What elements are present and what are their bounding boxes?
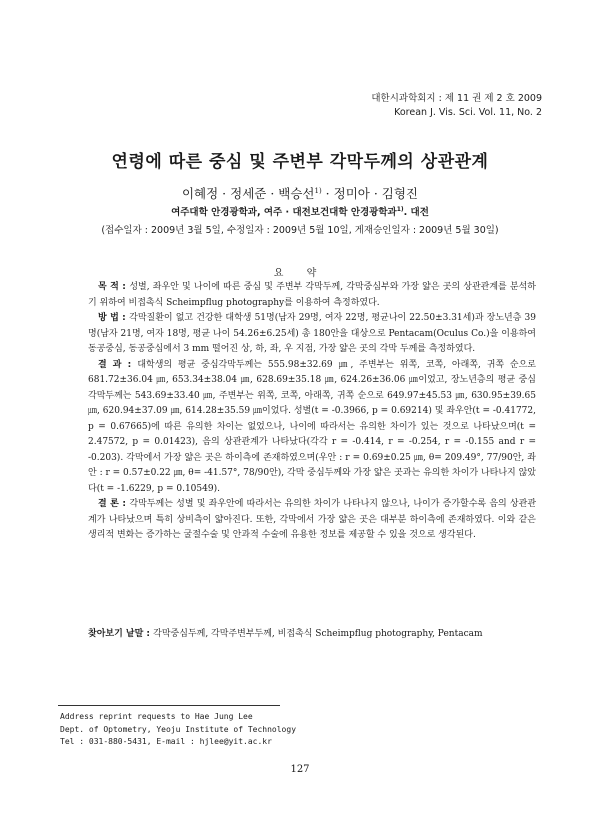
footnote — [60, 711, 296, 749]
conclusion-text: 각막두께는 성별 및 좌우안에 따라서는 유의한 차이가 나타나지 않으나, 나이가 증가할수록 음의 상관관계가 나타났으며 특히 상비측이 얇아진다. 또한, 각막에서 가장 얇은 곳은 대부분 하이측에 존재하였다. 이와 같은 생리적 변화는 증가하는 굴절수술 및 안과적 수술에 유용한 정보를 제공할 수 있을 것으로 생각된다. — [88, 499, 537, 540]
abstract-methods — [88, 311, 536, 358]
affiliation-part2: . 대전 — [403, 207, 429, 218]
footnote-line-2: Dept. of Optometry, Yeoju Institute of Technology — [60, 724, 297, 734]
footnote-line-1: Address reprint requests to Hae Jung Lee — [60, 712, 253, 721]
author-list — [0, 184, 600, 202]
purpose-text: 성별, 좌우안 및 나이에 따른 중심 및 주변부 각막두께, 각막중심부와 가장 얇은 곳의 상관관계를 분석하기 위하여 비접촉식 Scheimpflug photography를 이용하여 측정하였다. — [88, 282, 537, 308]
affiliation — [0, 204, 600, 218]
results-text: 대학생의 평균 중심각막두께는 555.98±32.69 ㎛, 주변부는 위쪽, 코쪽, 아래쪽, 귀쪽 순으로 681.72±36.04 ㎛, 653.34±38.04 ㎛, 628.69±35.18 ㎛, 624.26±36.06 ㎛이었고, 장노년층의 평균 중심각막두께는 543.69±33.40 ㎛, 주변부는 위쪽, 코쪽, 아래쪽, 귀쪽 순으로 649.97±45.53 ㎛, 630.95±39.65 ㎛, 620.94±37.09 ㎛, 614.28±35.59 ㎛이었다. 성별(t = -0.3966, p = 0.69214) 및 좌우안(t = -0.41772, p = 0.67665)에 따른 유의한 차이는 없었으나, 나이에 따라서는 유의한 차이가 있는 것으로 나타났으며(t = 2.47572, p = 0.01423), 음의 상관관계가 나타났다(각각 r = -0.414, r = -0.254, r = -0.155 and r = -0.203). 각막에서 가장 얇은 곳은 하이측에 존재하였으며(우안 : r = 0.69±0.25 ㎛, θ= 209.49°, 77/90안, 좌안 : r = 0.57±0.22 ㎛, θ= -41.57°, 78/90안), 각막 중심두께와 가장 얇은 곳과는 유의한 차이가 나타나지 않았다(t = -1.6229, p = 0.10549). — [88, 359, 536, 494]
author-superscript: 1) — [314, 186, 322, 195]
authors-part2: · 정미아 · 김형진 — [321, 186, 418, 201]
results-label: 결 과 : — [98, 359, 138, 370]
keywords — [88, 627, 538, 642]
methods-text: 각막질환이 없고 건강한 대학생 51명(남자 29명, 여자 22명, 평균나이 22.50±3.31세)과 장노년층 39명(남자 21명, 여자 18명, 평균 나이 54.26±6.25세) 총 180안을 대상으로 Pentacam(Oculus Co.)을 이용하여 동공중심, 동공중심에서 3 mm 떨어진 상, 하, 좌, 우 지점, 가장 얇은 곳의 각막 두께를 측정하였다. — [88, 313, 536, 354]
journal-header — [371, 92, 542, 120]
page-number: 127 — [290, 764, 310, 775]
abstract-conclusion — [88, 497, 536, 544]
methods-label: 방 법 : — [98, 313, 130, 323]
conclusion-label: 결 론 : — [98, 499, 130, 509]
abstract-purpose — [88, 280, 536, 311]
abstract-results — [88, 358, 536, 498]
authors-part1: 이혜정 · 정세준 · 백승선 — [181, 186, 315, 201]
submission-dates: (접수일자 : 2009년 3월 5일, 수정일자 : 2009년 5월 10일, 게재승인일자 : 2009년 5월 30일) — [101, 225, 499, 236]
purpose-label: 목 적 : — [98, 282, 130, 292]
affiliation-superscript: 1) — [396, 205, 404, 213]
footnote-divider — [58, 705, 280, 706]
keywords-text: 각막중심두께, 각막주변부두께, 비접촉식 Scheimpflug photography, Pentacam — [153, 629, 483, 639]
journal-korean: 대한시과학회지 : 제 11 권 제 2 호 2009 — [371, 93, 542, 104]
journal-english: Korean J. Vis. Sci. Vol. 11, No. 2 — [394, 107, 542, 118]
keywords-label: 찾아보기 낱말 : — [88, 629, 154, 639]
footnote-line-3: Tel : 031-880-5431, E-mail : hjlee@yit.ac.kr — [60, 737, 272, 746]
affiliation-part1: 여주대학 안경광학과, 여주 · 대전보건대학 안경광학과 — [171, 207, 397, 218]
abstract-body — [88, 280, 536, 544]
paper-title: 연령에 따른 중심 및 주변부 각막두께의 상관관계 — [111, 152, 489, 172]
abstract-heading: 요 약 — [273, 268, 327, 279]
